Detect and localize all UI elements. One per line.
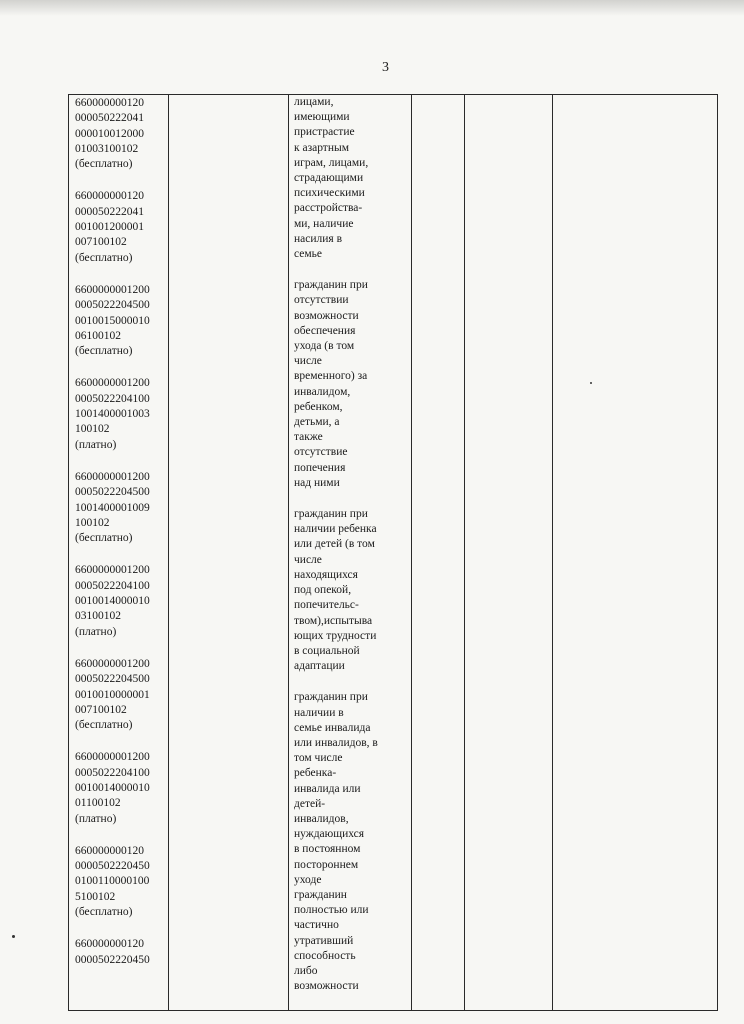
recipient-category-line: играм, лицами, [294,156,369,169]
service-code-line: (бесплатно) [75,158,133,171]
recipient-category-line: нуждающихся [294,828,365,841]
recipient-category-line: уходе [294,873,322,886]
recipient-category-line: в постоянном [294,843,361,856]
recipient-category-line: находящихся [294,568,358,581]
service-code-group [75,376,168,452]
recipient-category-line: постороннем [294,858,359,871]
recipient-category-line: инвалидом, [294,385,351,398]
recipient-category-line: гражданин при [294,691,368,704]
recipient-category-line: полностью или [294,904,369,917]
recipient-category-line: к азартным [294,141,349,154]
recipient-category-line: наличии в [294,706,344,719]
recipient-category-line: временного) за [294,370,368,383]
service-code-line: 000050222041 [75,112,144,125]
service-code-line: 6600000001200 [75,657,150,670]
service-code-line: 0000502220450 [75,860,150,873]
recipient-category-line: лицами, [294,96,334,108]
service-code-line: (платно) [75,625,117,638]
recipient-category-list [294,95,411,994]
service-code-line: 6600000001200 [75,751,150,764]
recipient-category-line: числе [294,355,322,368]
services-table [68,94,718,1011]
recipient-category-line: твом),испытыва [294,614,373,627]
service-code-line: 1001400001003 [75,408,150,421]
recipient-category-line: либо [294,964,318,977]
recipient-category-line: семье инвалида [294,721,371,734]
recipient-category-line: гражданин при [294,508,368,521]
recipient-category-cell [289,95,412,1011]
service-code-line: (бесплатно) [75,345,133,358]
service-code-line: 100102 [75,423,110,436]
service-code-line: (бесплатно) [75,719,133,732]
recipient-category-line: в социальной [294,644,360,657]
service-code-group [75,657,168,733]
recipient-category-line: семье [294,248,322,261]
recipient-category-line: ми, наличие [294,217,354,230]
service-code-line: 0010014000010 [75,595,150,608]
service-code-line: 001001200001 [75,221,144,234]
service-code-group [75,470,168,546]
recipient-category-line: расстройства- [294,202,363,215]
service-code-line: 0005022204100 [75,579,150,592]
recipient-category-line: частично [294,919,339,932]
service-code-line: 0005022204500 [75,299,150,312]
recipient-category-line: гражданин при [294,279,368,292]
recipient-category-line: детьми, а [294,416,340,429]
recipient-category-line: возможности [294,309,359,322]
service-code-line: 660000000120 [75,190,144,203]
recipient-category-text [294,507,411,674]
service-code-line: 6600000001200 [75,283,150,296]
recipient-category-line: имеющими [294,111,350,124]
recipient-category-line: или детей (в том [294,538,375,551]
service-code-line: 0010015000010 [75,314,150,327]
service-code-line: (платно) [75,438,117,451]
recipient-category-line: инвалида или [294,782,361,795]
service-code-line: 0005022204100 [75,766,150,779]
service-code-line: 0005022204100 [75,392,150,405]
page-number: 3 [382,60,389,75]
recipient-category-line: том числе [294,752,343,765]
recipient-category-line: также [294,431,323,444]
empty-cell [465,95,553,1011]
empty-cell [169,95,289,1011]
recipient-category-text [294,278,411,491]
service-code-group [75,96,168,172]
service-code-line: (бесплатно) [75,532,133,545]
recipient-category-line: детей- [294,797,326,810]
recipient-category-line: числе [294,553,322,566]
service-code-line: 0010014000010 [75,781,150,794]
recipient-category-line: над ними [294,476,340,489]
service-code-line: 100102 [75,516,110,529]
recipient-category-text [294,690,411,994]
service-code-line: 6600000001200 [75,564,150,577]
service-code-line: 660000000120 [75,97,144,109]
recipient-category-text [294,95,411,262]
service-code-line: 03100102 [75,610,121,623]
service-code-line: 660000000120 [75,844,144,857]
recipient-category-line: психическими [294,187,365,200]
recipient-category-line: способность [294,949,356,962]
recipient-category-line: обеспечения [294,324,356,337]
service-code-line: 1001400001009 [75,501,150,514]
service-code-group [75,189,168,265]
empty-cell [553,95,718,1011]
recipient-category-line: инвалидов, [294,812,349,825]
scan-edge-shadow [0,0,744,16]
service-code-group [75,937,168,968]
recipient-category-line: наличии ребенка [294,523,377,536]
recipient-category-line: возможности [294,980,359,993]
recipient-category-line: ющих трудности [294,629,377,642]
service-code-line: 6600000001200 [75,377,150,390]
recipient-category-line: гражданин [294,888,347,901]
service-code-line: 0100110000100 [75,875,150,888]
service-codes-list [75,96,168,968]
recipient-category-line: попечения [294,461,346,474]
empty-cell [412,95,465,1011]
recipient-category-line: пристрастие [294,126,355,139]
recipient-category-line: страдающими [294,172,364,185]
recipient-category-line: ухода (в том [294,340,355,353]
service-code-line: (платно) [75,812,117,825]
service-code-line: 007100102 [75,236,127,249]
service-code-line: 660000000120 [75,938,144,951]
recipient-category-line: отсутствии [294,294,349,307]
recipient-category-line: ребенком, [294,400,343,413]
service-code-line: (бесплатно) [75,251,133,264]
service-codes-cell [69,95,169,1011]
service-code-line: 0005022204500 [75,673,150,686]
recipient-category-line: или инвалидов, в [294,736,378,749]
recipient-category-line: отсутствие [294,446,348,459]
service-code-line: 01003100102 [75,142,139,155]
service-code-line: 5100102 [75,890,116,903]
service-code-line: 06100102 [75,329,121,342]
service-code-group [75,750,168,826]
recipient-category-line: ребенка- [294,767,337,780]
recipient-category-line: адаптации [294,660,345,673]
service-code-line: 6600000001200 [75,470,150,483]
service-code-line: (бесплатно) [75,906,133,919]
recipient-category-line: под опекой, [294,584,352,597]
service-code-line: 000050222041 [75,205,144,218]
scan-speck [590,382,592,384]
service-code-group [75,283,168,359]
service-code-line: 0000502220450 [75,953,150,966]
scan-speck [12,935,15,938]
service-code-line: 0010010000001 [75,688,150,701]
recipient-category-line: насилия в [294,232,343,245]
service-code-group [75,844,168,920]
service-code-line: 01100102 [75,797,121,810]
service-code-line: 000010012000 [75,127,144,140]
recipient-category-line: утративший [294,934,354,947]
service-code-line: 007100102 [75,703,127,716]
service-code-group [75,563,168,639]
recipient-category-line: попечительс- [294,599,359,612]
table-row [69,95,718,1011]
service-code-line: 0005022204500 [75,486,150,499]
